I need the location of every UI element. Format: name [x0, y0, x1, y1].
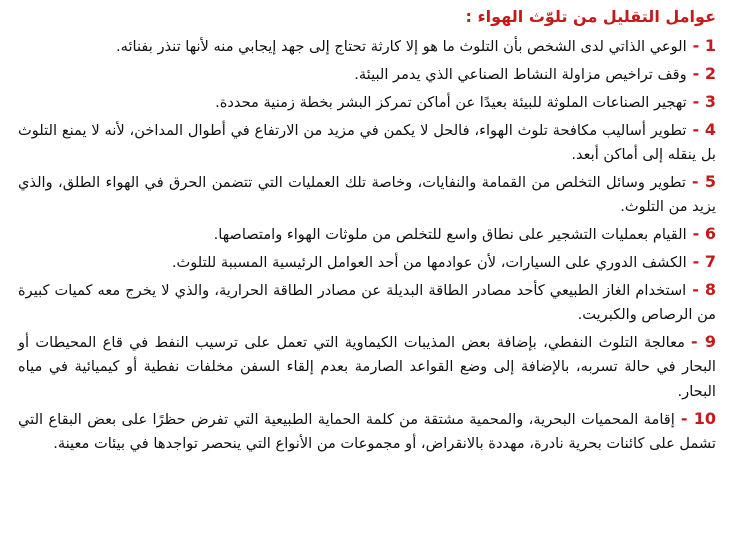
list-item: [18, 222, 716, 247]
document-title: عوامل التقليل من تلوّث الهواء :: [465, 7, 716, 26]
item-number: 5 -: [691, 171, 716, 191]
list-item: [18, 34, 716, 59]
item-text: إقامة المحميات البحرية، والمحمية مشتقة من كلمة الحماية الطبيعية التي تفرض حظرًا على بعض البقاع التي تشمل على كائنات بحرية نادرة، مهددة بالانقراض، أو مجموعات من الأنواع التي ينحصر تواجدها في بيئات معينة.: [18, 410, 716, 452]
item-number: 9 -: [690, 332, 716, 352]
item-text: الكشف الدوري على السيارات، لأن عوادمها من أحد العوامل الرئيسية المسببة للتلوث.: [171, 253, 687, 271]
item-text: تطوير أساليب مكافحة تلوث الهواء، فالحل لا يكمن في مزيد من الارتفاع في أطوال المداخن، لأنه لا يمنع التلوث بل ينقله إلى أماكن أبعد.: [18, 121, 716, 163]
list-item: [18, 90, 716, 115]
item-number: 3 -: [692, 91, 716, 111]
item-number: 2 -: [692, 63, 716, 83]
item-number: 6 -: [692, 224, 716, 244]
list-item: [18, 118, 716, 168]
item-text: تطوير وسائل التخلص من القمامة والنفايات، وخاصة تلك العمليات التي تتضمن الحرق في الهواء الطلق، والذي يزيد من التلوث.: [18, 173, 716, 216]
item-text: القيام بعمليات التشجير على نطاق واسع للتخلص من ملوثات الهواء وامتصاصها.: [213, 226, 687, 244]
factors-list: [18, 34, 716, 456]
item-number: 1 -: [692, 36, 716, 55]
item-text: معالجة التلوث النفطي، بإضافة بعض المذيبات الكيماوية التي تعمل على ترسيب النفط في قاع المحيطات أو البحار في حالة تسربه، بالإضافة إلى وضع القواعد الصارمة بعدم إلقاء السفن مخلفات نفطية أو كيميائية في مياه البحار.: [18, 334, 716, 400]
item-text: الوعي الذاتي لدى الشخص بأن التلوث ما هو إلا كارثة تحتاج إلى جهد إيجابي منه لأنها تنذر بفنائه.: [116, 38, 687, 55]
item-number: 4 -: [692, 119, 716, 139]
item-text: استخدام الغاز الطبيعي كأحد مصادر الطاقة البديلة عن مصادر الطاقة الحرارية، والذي لا يخرج معه كميات كبيرة من الرصاص والكبريت.: [18, 281, 716, 324]
list-item: [18, 330, 716, 404]
list-item: [18, 62, 716, 87]
item-number: 7 -: [692, 251, 716, 271]
item-number: 8 -: [692, 279, 716, 299]
item-number: 10 -: [680, 408, 716, 428]
list-item: [18, 407, 716, 457]
item-text: وقف تراخيص مزاولة النشاط الصناعي الذي يدمر البيئة.: [354, 65, 687, 83]
list-item: [18, 278, 716, 328]
list-item: [18, 170, 716, 220]
list-item: [18, 250, 716, 275]
item-text: تهجير الصناعات الملوثة للبيئة بعيدًا عن أماكن تمركز البشر بخطة زمنية محددة.: [215, 93, 687, 111]
